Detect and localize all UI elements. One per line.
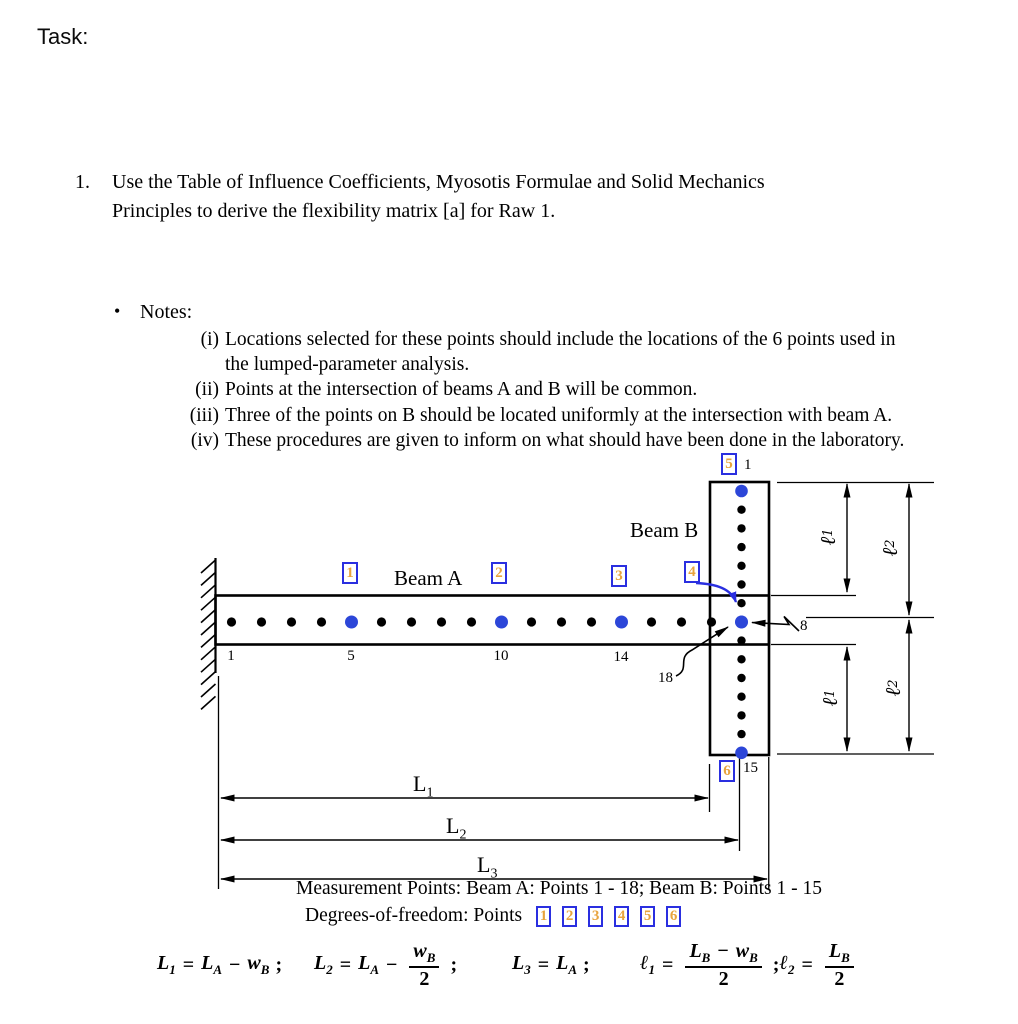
note-line: Locations selected for these points should include the locations of the 6 points used in xyxy=(225,329,896,350)
beam-a-point18-label: 18 xyxy=(658,670,673,686)
question-line-1: Use the Table of Influence Coefficients, Myosotis Formulae and Solid Mechanics xyxy=(112,171,765,193)
beam-a-outline xyxy=(216,596,770,645)
beam-a-tick-5: 5 xyxy=(347,648,355,664)
caption-dof-box-2: 2 xyxy=(562,906,577,927)
question-line-2: Principles to derive the flexibility matrix [a] for Raw 1. xyxy=(112,200,556,222)
beam-b-dot-6 xyxy=(737,580,745,588)
dim-label-ell1-top: ℓ 1 xyxy=(815,528,840,546)
dof4-curved-arrow xyxy=(696,583,736,602)
beam-b-dot-13 xyxy=(737,711,745,719)
beam-b-dot-12 xyxy=(737,693,745,701)
dof-caption-boxes xyxy=(536,906,681,927)
beam-a-dot-11 xyxy=(527,617,536,626)
beam-a-dot-17 xyxy=(707,617,716,626)
beam-b-dot-2 xyxy=(737,506,745,514)
beam-a-dot-5 xyxy=(345,616,358,629)
caption-dof-box-6: 6 xyxy=(666,906,681,927)
beam-b-dot-11 xyxy=(737,674,745,682)
beam-b-dot-4 xyxy=(737,543,745,551)
beam-b-dot-14 xyxy=(737,730,745,738)
beam-b-dot-7 xyxy=(737,599,745,607)
beam-a-tick-14: 14 xyxy=(613,649,629,665)
beam-b-point15-label: 15 xyxy=(743,760,758,776)
point8-leader-arrow xyxy=(752,617,799,632)
beam-a-dot-4 xyxy=(317,617,326,626)
dof-caption xyxy=(305,905,681,927)
beam-b-dot-10 xyxy=(737,655,745,663)
note-number: (iv) xyxy=(190,429,219,451)
caption-dof-box-1: 1 xyxy=(536,906,551,927)
beam-a-dot-7 xyxy=(407,617,416,626)
dim-label-ell2-top: ℓ 2 xyxy=(877,539,902,557)
beam-a-tick-1: 1 xyxy=(227,648,235,664)
notes-heading xyxy=(114,301,192,324)
note-line: These procedures are given to inform on what should have been done in the laboratory. xyxy=(225,429,905,451)
beam-a-tick-10: 10 xyxy=(493,648,509,664)
caption-dof-box-3: 3 xyxy=(588,906,603,927)
beam-b-label: Beam B xyxy=(630,518,699,542)
beam-a-dot-16 xyxy=(677,617,686,626)
note-line: the lumped-parameter analysis. xyxy=(225,354,470,376)
notes-label: Notes: xyxy=(140,301,193,323)
dof-box-4: 4 xyxy=(684,561,700,583)
formula-ell: ℓ$_1$ = $\frac{L_B - w_B}{2}$ ; ℓ$_2$ = $\frac{L_B}{2}$ xyxy=(640,933,859,997)
beam-a-dot-15 xyxy=(647,617,656,626)
dof-box-3: 3 xyxy=(611,565,627,587)
beam-b-dot-5 xyxy=(737,562,745,570)
beam-b-dot-3 xyxy=(737,524,745,532)
note-item-iii xyxy=(185,403,904,428)
bullet-icon: • xyxy=(114,301,121,321)
beam-a-dot-8 xyxy=(437,617,446,626)
notes-list xyxy=(185,327,904,453)
beam-a-dot-12 xyxy=(557,617,566,626)
beam-a-label: Beam A xyxy=(394,566,463,590)
caption-dof-box-4: 4 xyxy=(614,906,629,927)
beam-a-dot-14 xyxy=(615,616,628,629)
beam-a-dot-6 xyxy=(377,617,386,626)
beam-b-dot-9 xyxy=(737,636,745,644)
beam-b-outline xyxy=(710,482,769,755)
beam-a-dot-9 xyxy=(467,617,476,626)
note-item-ii xyxy=(185,377,904,402)
dof-caption-text: Degrees-of-freedom: Points xyxy=(305,905,523,926)
dim-label-ell2-bottom: ℓ 2 xyxy=(880,679,905,697)
beam-a-dot-10 xyxy=(495,616,508,629)
note-item-i xyxy=(185,327,904,377)
beam-b-dot-1 xyxy=(735,485,748,498)
beam-a-dot-2 xyxy=(257,617,266,626)
question-number: 1. xyxy=(75,171,90,193)
beam-b-point1-label: 1 xyxy=(744,457,752,473)
wall-hatching-icon xyxy=(201,560,216,709)
task-label: Task: xyxy=(37,24,89,49)
dim-label-ell1-bottom: ℓ 1 xyxy=(817,689,842,707)
beam-a-dot-18 xyxy=(735,616,748,629)
dim-label-L3: $L_3$ xyxy=(477,852,498,882)
beam-a-dot-3 xyxy=(287,617,296,626)
caption-dof-box-5: 5 xyxy=(640,906,655,927)
note-line: Three of the points on B should be located uniformly at the intersection with beam A. xyxy=(225,404,893,426)
dof-box-1: 1 xyxy=(342,562,358,584)
note-item-iv xyxy=(185,428,904,453)
beam-a-dot-1 xyxy=(227,617,236,626)
dim-label-L1: $L_1$ xyxy=(413,771,434,801)
question-text xyxy=(112,168,765,226)
beam-a-dot-13 xyxy=(587,617,596,626)
measurement-points-caption: Measurement Points: Beam A: Points 1 - 18; Beam B: Points 1 - 15 xyxy=(296,878,822,899)
dof-box-6: 6 xyxy=(719,760,735,782)
dim-label-L2: $L_2$ xyxy=(446,813,467,843)
formula-L3: $L_3$ = $L_A$ ; xyxy=(512,952,590,977)
dof-box-2: 2 xyxy=(491,562,507,584)
beam-b-dot-15 xyxy=(735,747,748,760)
beam-b-dot-8 xyxy=(735,616,748,629)
beam-b-point8-label: 8 xyxy=(800,618,808,634)
note-number: (iii) xyxy=(189,404,219,426)
note-number: (ii) xyxy=(195,379,219,401)
formula-L1: $L_1$ = $L_A$ − $w_B$ ; xyxy=(157,952,283,977)
point18-leader-arrow xyxy=(676,627,728,676)
formula-L2: $L_2$ = $L_A$ − $\frac{w_B}{2}$ ; xyxy=(314,939,458,991)
question-1 xyxy=(75,168,765,226)
dof-box-5: 5 xyxy=(721,453,737,475)
note-line: Points at the intersection of beams A and B will be common. xyxy=(225,379,698,401)
note-number: (i) xyxy=(200,329,219,350)
